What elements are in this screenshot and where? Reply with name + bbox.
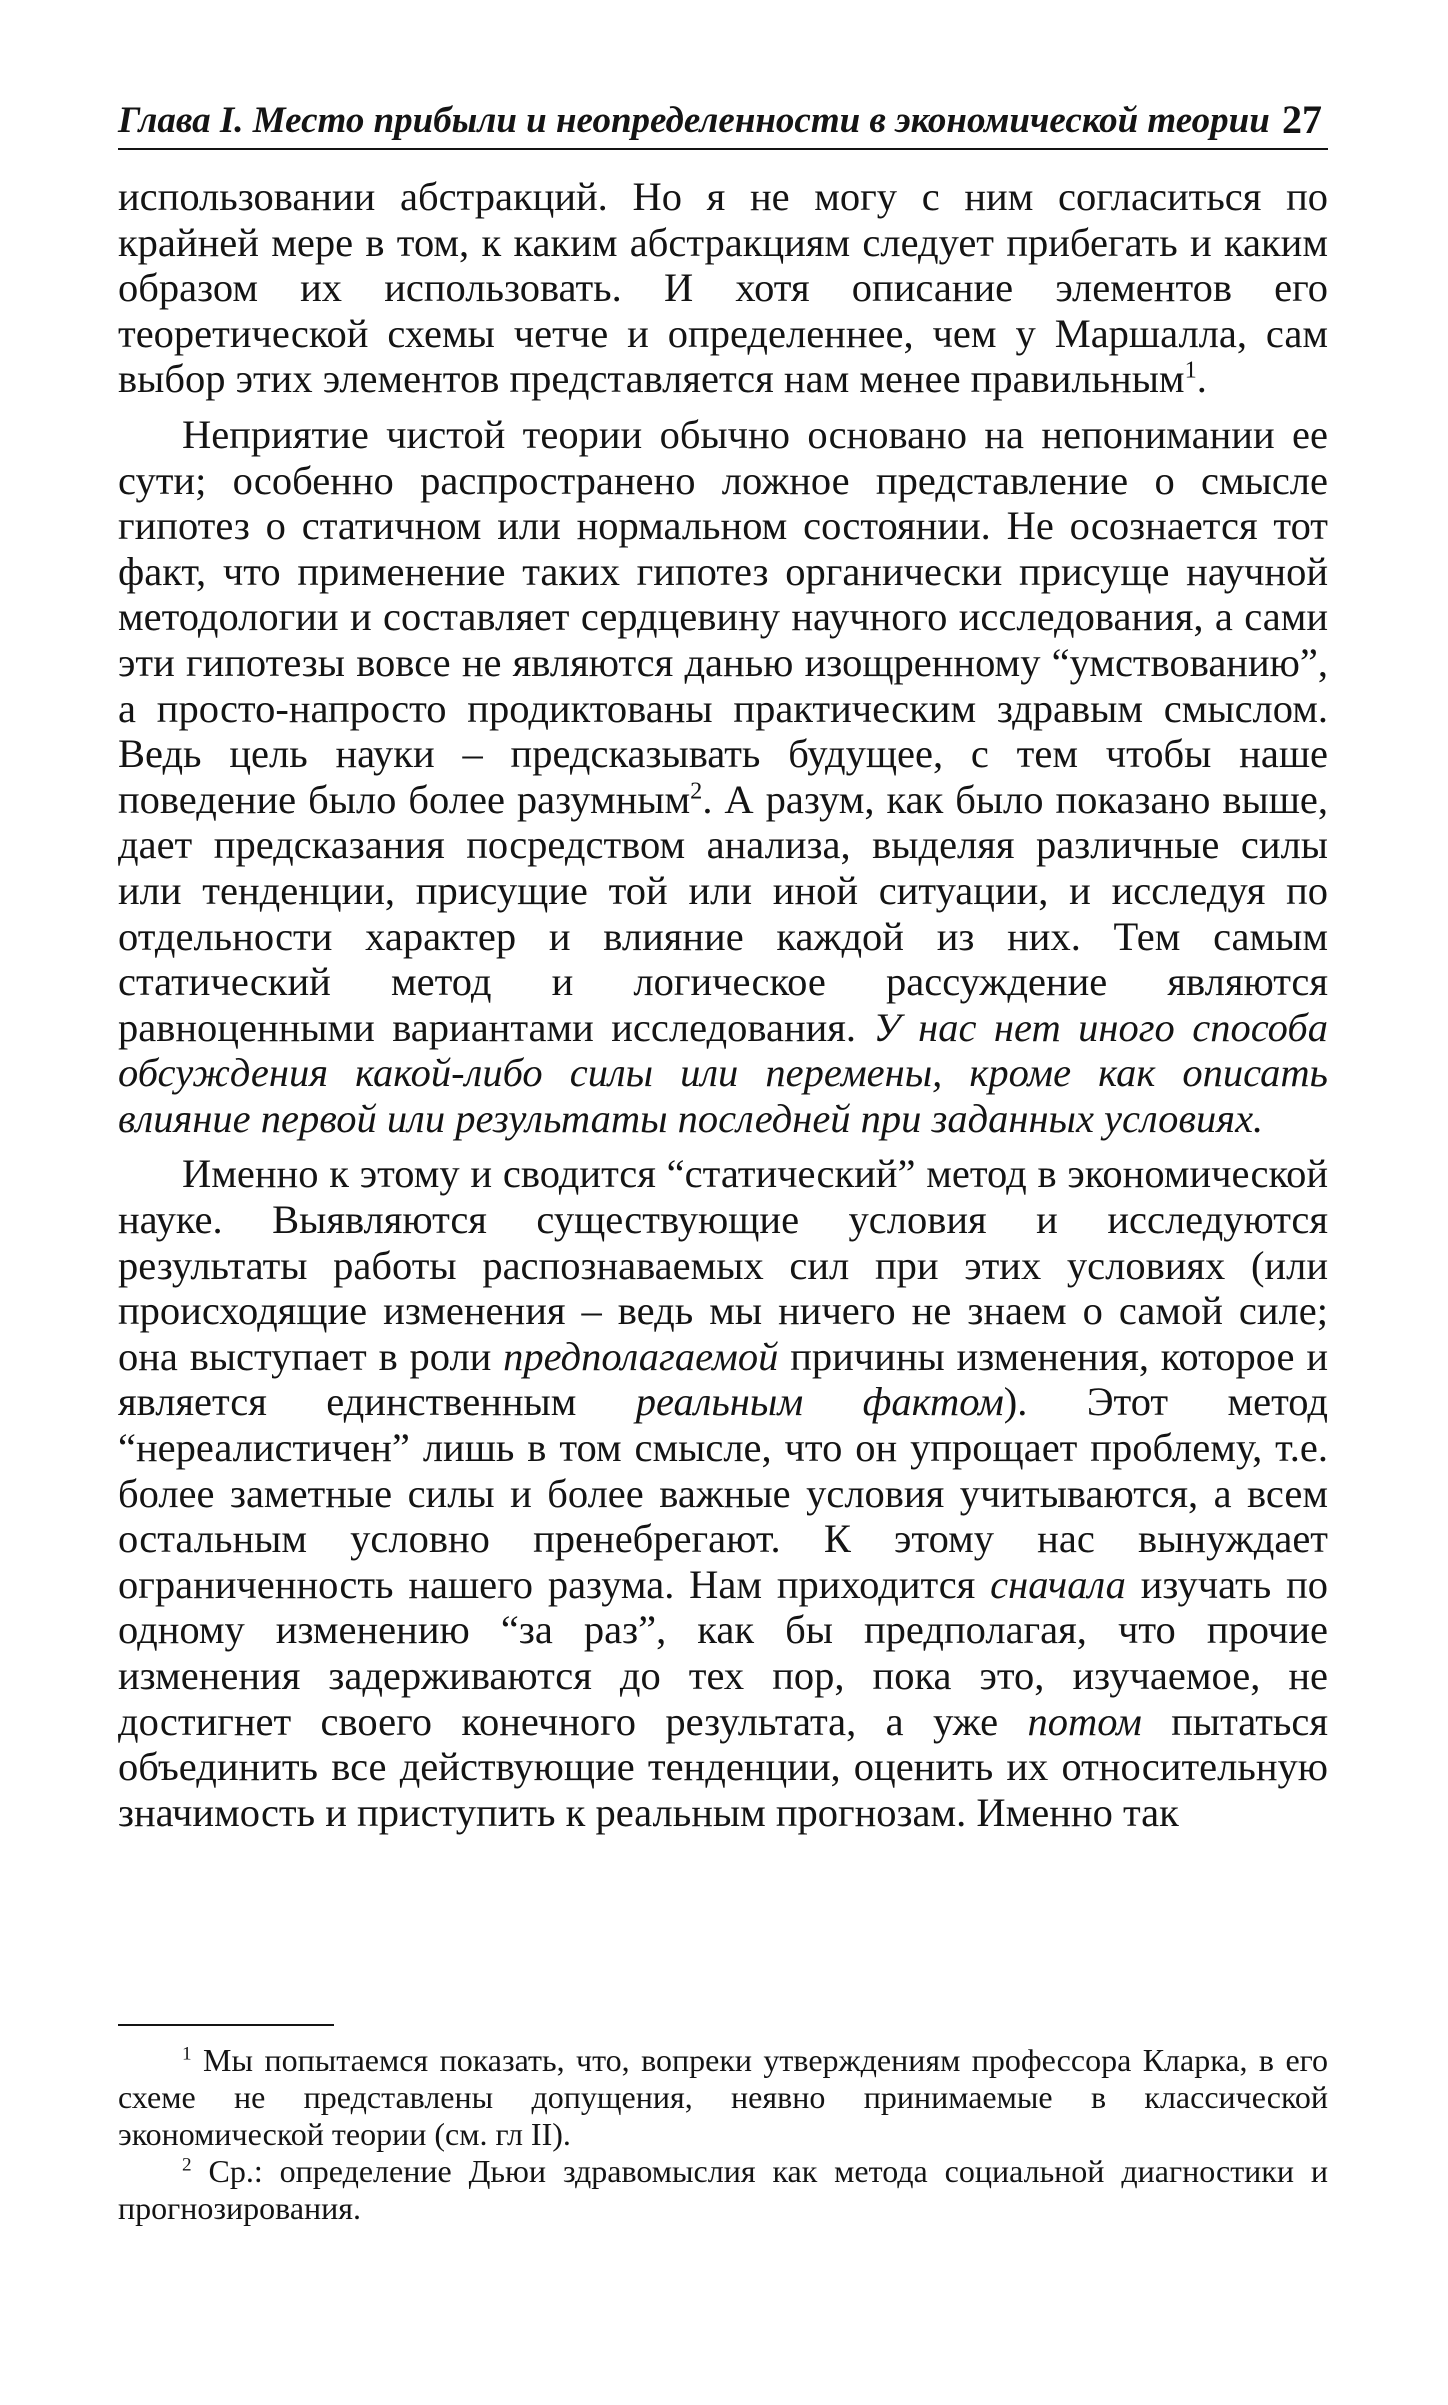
footnote-divider xyxy=(118,2024,334,2026)
paragraph-text: Именно к этому и сводится “статический” метод в экономической науке. Выявляются существующие условия и исследуются результаты работы распознаваемых сил при этих условиях (или происходящие изменения – ведь мы ничего не знаем о самой силе; она выступает в роли xyxy=(118,1151,1328,1379)
paragraph-text: изучать по одному изменению “за раз”, как бы предполагая, что прочие изменения задерживаются до тех пор, пока это, изучаемое, не достигнет своего конечного результата, а уже xyxy=(118,1561,1328,1744)
emphasis-text: У нас нет иного способа обсуждения какой-либо силы или перемены, кроме как описать влияние первой или результаты последней при заданных условиях. xyxy=(118,1004,1328,1141)
footnote-reference: 2 xyxy=(690,777,703,805)
emphasis-text: потом xyxy=(1027,1698,1142,1744)
footnote-marker: 2 xyxy=(182,2154,192,2176)
footnotes xyxy=(118,2042,1328,2227)
page-number: 27 xyxy=(1282,97,1322,142)
running-header xyxy=(118,98,1328,150)
paragraph-text: ). Этот метод “нереалистичен” лишь в том смысле, что он упрощает проблему, т.е. более заметные силы и более важные условия учитываются, а всем остальным условно пренебрегают. К этому нас вынуждает ограниченность нашего разума. Нам приходится xyxy=(118,1379,1328,1607)
footnote xyxy=(118,2153,1328,2227)
paragraph xyxy=(118,1151,1328,1835)
footnote-text: Ср.: определение Дьюи здравомыслия как метода социальной диагностики и прогнозирования. xyxy=(118,2153,1329,2226)
emphasis-text: сначала xyxy=(990,1561,1126,1607)
footnote xyxy=(118,2042,1328,2153)
footnote-text: Мы попытаемся показать, что, вопреки утверждениям профессора Кларка, в его схеме не представлены допущения, неявно принимаемые в классической экономической теории (см. гл II). xyxy=(118,2042,1329,2152)
body-text xyxy=(118,174,1328,1835)
running-title: Глава I. Место прибыли и неопределенности в экономической теории xyxy=(118,100,1270,142)
paragraph-text: использовании абстракций. Но я не могу с ним согласиться по крайней мере в том, к каким абстракциям следует прибегать и каким образом их использовать. И хотя описание элементов его теоретической схемы четче и определеннее, чем у Маршалла, сам выбор этих элементов представляется нам менее правильным xyxy=(118,174,1328,402)
emphasis-text: реальным фактом xyxy=(635,1379,1004,1425)
paragraph-text: . xyxy=(1196,356,1207,402)
paragraph xyxy=(118,412,1328,1142)
footnote-marker: 1 xyxy=(182,2043,192,2065)
paragraph-text: пытаться объединить все действующие тенденции, оценить их относительную значимость и приступить к реальным прогнозам. Именно так xyxy=(118,1698,1329,1835)
paragraph xyxy=(118,174,1328,402)
book-page xyxy=(118,98,1328,1835)
paragraph-text: . А разум, как было показано выше, дает предсказания посредством анализа, выделяя различные силы или тенденции, присущие той или иной ситуации, и исследуя по отдельности характер и влияние каждой из них. Тем самым статический метод и логическое рассуждение являются равноценными вариантами исследования. xyxy=(118,776,1328,1050)
emphasis-text: предполагаемой xyxy=(503,1333,779,1379)
paragraph-text: причины изменения, которое и является единственным xyxy=(118,1333,1329,1425)
footnote-reference: 1 xyxy=(1184,356,1197,384)
paragraph-text: Неприятие чистой теории обычно основано на непонимании ее сути; особенно распространено ложное представление о смысле гипотез о статичном или нормальном состоянии. Не осознается тот факт, что применение таких гипотез органически присуще научной методологии и составляет сердцевину научного исследования, а сами эти гипотезы вовсе не являются данью изощренному “умствованию”, а просто-напросто продиктованы практическим здравым смыслом. Ведь цель науки – предсказывать будущее, с тем чтобы наше поведение было более разумным xyxy=(118,411,1328,822)
